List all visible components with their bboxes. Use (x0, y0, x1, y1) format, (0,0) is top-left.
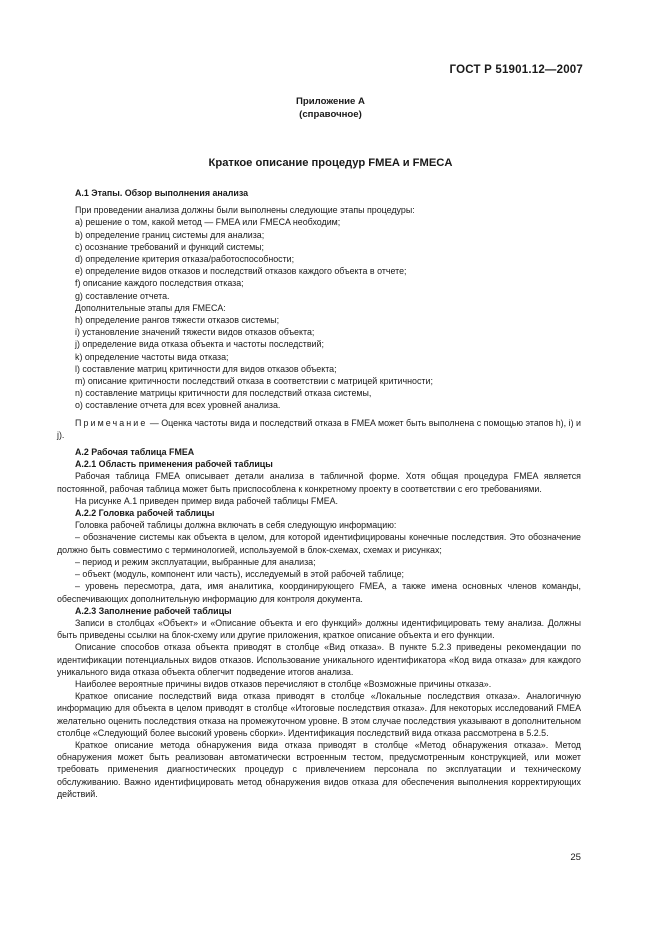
list-item: – уровень пересмотра, дата, имя аналитика, координирующего FMEA, а также имена основных членов команды, обеспечивающих дополнительную информацию для контроля документа. (57, 581, 581, 604)
list-item: o) составление отчета для всех уровней анализа. (75, 400, 281, 411)
list-item: e) определение видов отказов и последствий отказов каждого объекта в отчете; (75, 266, 407, 277)
subsection-heading-a2-3: А.2.3 Заполнение рабочей таблицы (75, 605, 232, 616)
paragraph: Описание способов отказа объекта приводят в столбце «Вид отказа». В пункте 5.2.3 приведены рекомендации по идентификации потенциальных видов отказов. Использование уникального идентификатора «Код вида отказа» для каждого уникального вида отказа объекта облегчит подведение итогов анализа. (57, 642, 581, 677)
list-item: f) описание каждого последствия отказа; (75, 278, 244, 289)
note (57, 417, 581, 441)
document-body (57, 187, 581, 800)
list-item: g) составление отчета. (75, 290, 170, 301)
list-item: j) определение вида отказа объекта и частоты последствий; (75, 339, 324, 350)
list-item: l) составление матриц критичности для видов отказов объекта; (75, 363, 337, 374)
list-item: – объект (модуль, компонент или часть), исследуемый в этой рабочей таблице; (75, 569, 404, 580)
list-item: h) определение рангов тяжести отказов системы; (75, 315, 280, 326)
list-item: – период и режим эксплуатации, выбранные для анализа; (75, 556, 316, 567)
note-text: — Оценка частоты вида и последствий отказа в FMEA может быть выполнена с помощью этапов h), i) и j). (57, 417, 581, 440)
paragraph: Краткое описание метода обнаружения вида отказа приводят в столбце «Метод обнаружения отказа». Метод обнаружения может быть реализован автоматически встроенным тестом, предусмотренным конструкцией, или может требовать применения диагностических процедур с привлечением персонала по эксплуатации и техническому обслуживанию. Важно идентифицировать метод обнаружения видов отказа для обеспечения выполнения корректирующих действий. (57, 739, 581, 799)
list-item: – обозначение системы как объекта в целом, для которой идентифицированы конечные последствия. Это обозначение должно быть совместимо с терминологией, используемой в блок-схемах, схемах и рисунках; (57, 532, 581, 555)
extra-steps-list (57, 314, 581, 412)
paragraph: Головка рабочей таблицы должна включать в себя следующую информацию: (75, 520, 397, 531)
paragraph: Наиболее вероятные причины видов отказов перечисляют в столбце «Возможные причины отказа». (75, 678, 492, 689)
paragraph: Дополнительные этапы для FMECA: (75, 302, 226, 313)
note-label: Примечание (75, 417, 148, 428)
appendix-label: Приложение А (296, 96, 365, 107)
appendix-type: (справочное) (299, 109, 362, 120)
list-item: b) определение границ системы для анализа; (75, 229, 265, 240)
list-item: i) установление значений тяжести видов отказов объекта; (75, 327, 315, 338)
standard-header: ГОСТ Р 51901.12—2007 (449, 64, 583, 76)
paragraph: Рабочая таблица FMEA описывает детали анализа в табличной форме. Хотя общая процедура FMEA является постоянной, рабочая таблица может быть приспособлена к конкретному проекту в соответствии с его требованиями. (57, 471, 581, 494)
list-item: a) решение о том, какой метод — FMEA или FMECA необходим; (75, 217, 341, 228)
paragraph: Записи в столбцах «Объект» и «Описание объекта и его функций» должны идентифицировать тему анализа. Должны быть приведены ссылки на блок-схему или другие приложения, краткое описание объекта и его функции. (57, 617, 581, 641)
paragraph: При проведении анализа должны были выполнены следующие этапы процедуры: (75, 205, 415, 216)
subsection-heading-a2-2: А.2.2 Головка рабочей таблицы (75, 508, 215, 519)
list-item: m) описание критичности последствий отказа в соответствии с матрицей критичности; (75, 376, 433, 387)
steps-list (57, 216, 581, 301)
list-item: d) определение критерия отказа/работоспособности; (75, 254, 295, 265)
paragraph: На рисунке А.1 приведен пример вида рабочей таблицы FMEA. (75, 495, 339, 506)
list-item: c) осознание требований и функций системы; (75, 241, 265, 252)
list-item: n) составление матрицы критичности для последствий отказа системы, (75, 388, 372, 399)
list-item: k) определение частоты вида отказа; (75, 351, 229, 362)
page-title: Краткое описание процедур FMEA и FMECA (208, 157, 453, 169)
section-heading-a2: А.2 Рабочая таблица FMEA (75, 447, 195, 458)
subsection-heading-a2-1: А.2.1 Область применения рабочей таблицы (75, 459, 273, 470)
page-number: 25 (570, 852, 581, 863)
paragraph: Краткое описание последствий вида отказа приводят в столбце «Локальные последствия отказа». Аналогичную информацию для объекта в целом приводят в столбце «Итоговые последствия отказа». Для некоторых исследований FMEA желательно оценить последствия отказа на промежуточном уровне. В этом случае последствия указывают в дополнительном столбце «Следующий более высокий уровень сборки». Идентификация последствий вида отказа рассмотрена в 5.2.5. (57, 691, 581, 738)
section-heading-a1: А.1 Этапы. Обзор выполнения анализа (75, 188, 249, 198)
